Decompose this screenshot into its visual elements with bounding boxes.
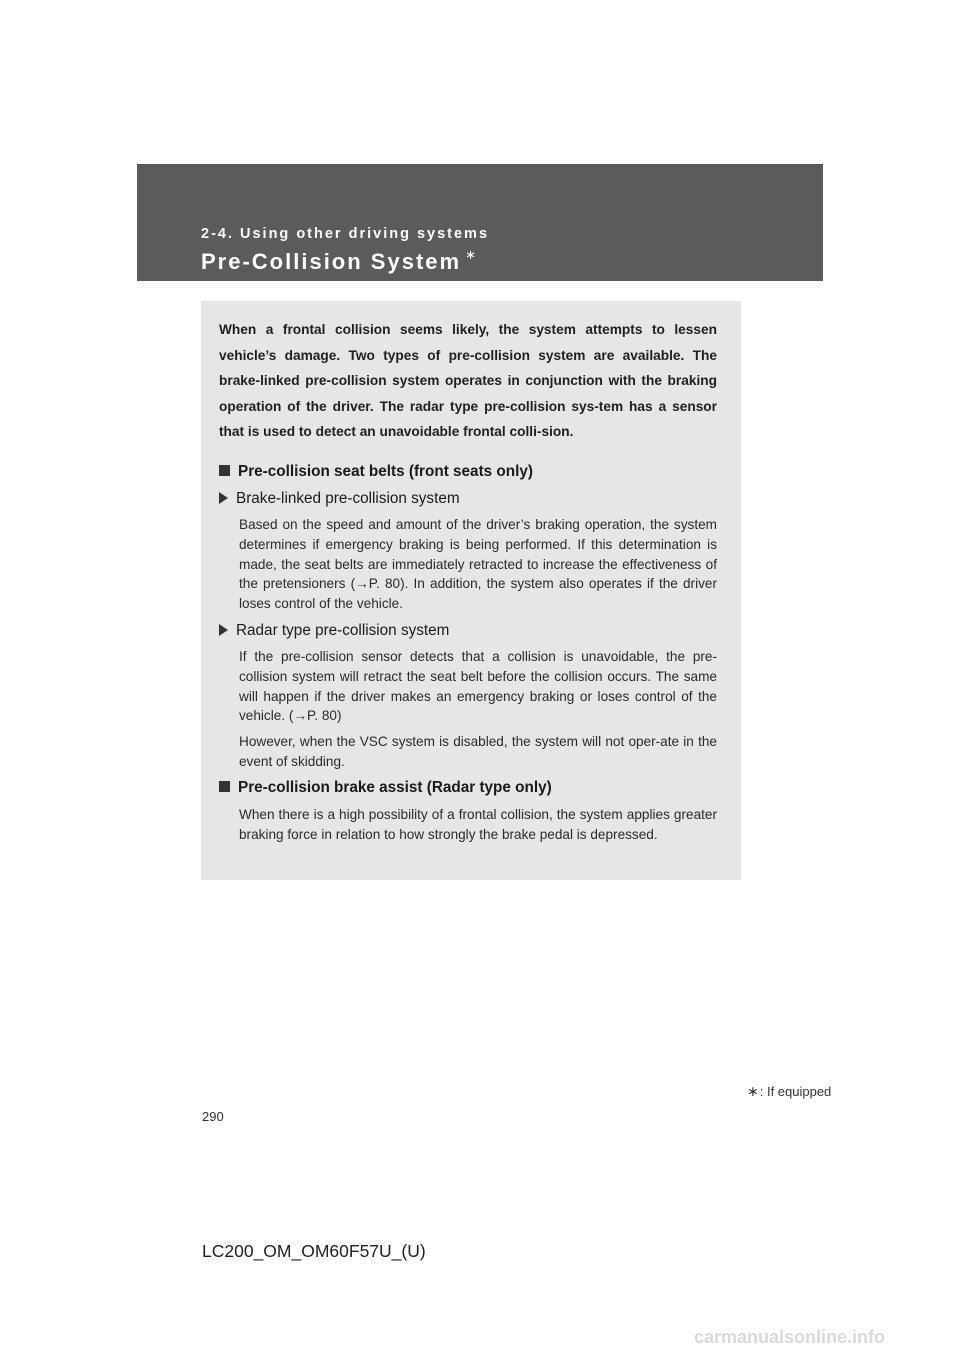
intro-paragraph: When a frontal collision seems likely, the system attempts to lessen vehicle’s damage. Two types of pre-collision system are available. The brake-linked pre-collision system operates in conjunction with the braking operation of the driver. The radar type pre-collision sys-tem has a sensor that is used to detect an unavoidable frontal colli-sion. xyxy=(219,322,717,439)
footnote xyxy=(747,1083,831,1100)
sub-heading-brake-linked xyxy=(219,490,460,508)
paragraph-brake-linked: Based on the speed and amount of the driver’s braking operation, the system determines if emergency braking is being performed. If this determination is made, the seat belts are immediately retracted to increase the effectiveness of the pretensioners (→P. 80). In addition, the system also operates if the driver loses control of the vehicle. xyxy=(239,517,717,612)
section-heading-text: Pre-collision brake assist (Radar type only) xyxy=(238,779,552,796)
page-number: 290 xyxy=(202,1109,224,1124)
if-equipped-marker: ∗ xyxy=(465,247,476,262)
square-bullet-icon xyxy=(219,781,230,792)
sub-heading-radar-type xyxy=(219,622,449,640)
triangle-bullet-icon xyxy=(219,492,228,504)
document-code: LC200_OM_OM60F57U_(U) xyxy=(202,1241,426,1261)
triangle-bullet-icon xyxy=(219,624,228,636)
asterisk-icon: ∗ xyxy=(747,1083,759,1099)
section-label: 2-4. Using other driving systems xyxy=(201,226,490,242)
page-title-text: Pre-Collision System xyxy=(201,249,462,274)
footnote-text: : If equipped xyxy=(759,1084,832,1099)
square-bullet-icon xyxy=(219,465,230,476)
paragraph-brake-assist: When there is a high possibility of a frontal collision, the system applies greater braking force in relation to how strongly the brake pedal is depressed. xyxy=(239,807,717,842)
header-band xyxy=(137,164,823,281)
sub-heading-text: Brake-linked pre-collision system xyxy=(236,490,460,507)
content-box xyxy=(201,301,741,880)
sub-heading-text: Radar type pre-collision system xyxy=(236,622,450,639)
paragraph-radar-type: If the pre-collision sensor detects that a collision is unavoidable, the pre-collision system will retract the seat belt before the collision occurs. The same will happen if the driver makes an emergency braking or loses control of the vehicle. (→P. 80) xyxy=(239,649,717,724)
section-heading-brake-assist xyxy=(219,779,552,797)
watermark: carmanualsonline.info xyxy=(694,1327,886,1347)
section-heading-seat-belts xyxy=(219,463,533,481)
page-title xyxy=(201,247,476,275)
paragraph-vsc-disabled: However, when the VSC system is disabled, the system will not oper-ate in the event of skidding. xyxy=(239,734,717,769)
section-heading-text: Pre-collision seat belts (front seats only) xyxy=(238,463,533,480)
